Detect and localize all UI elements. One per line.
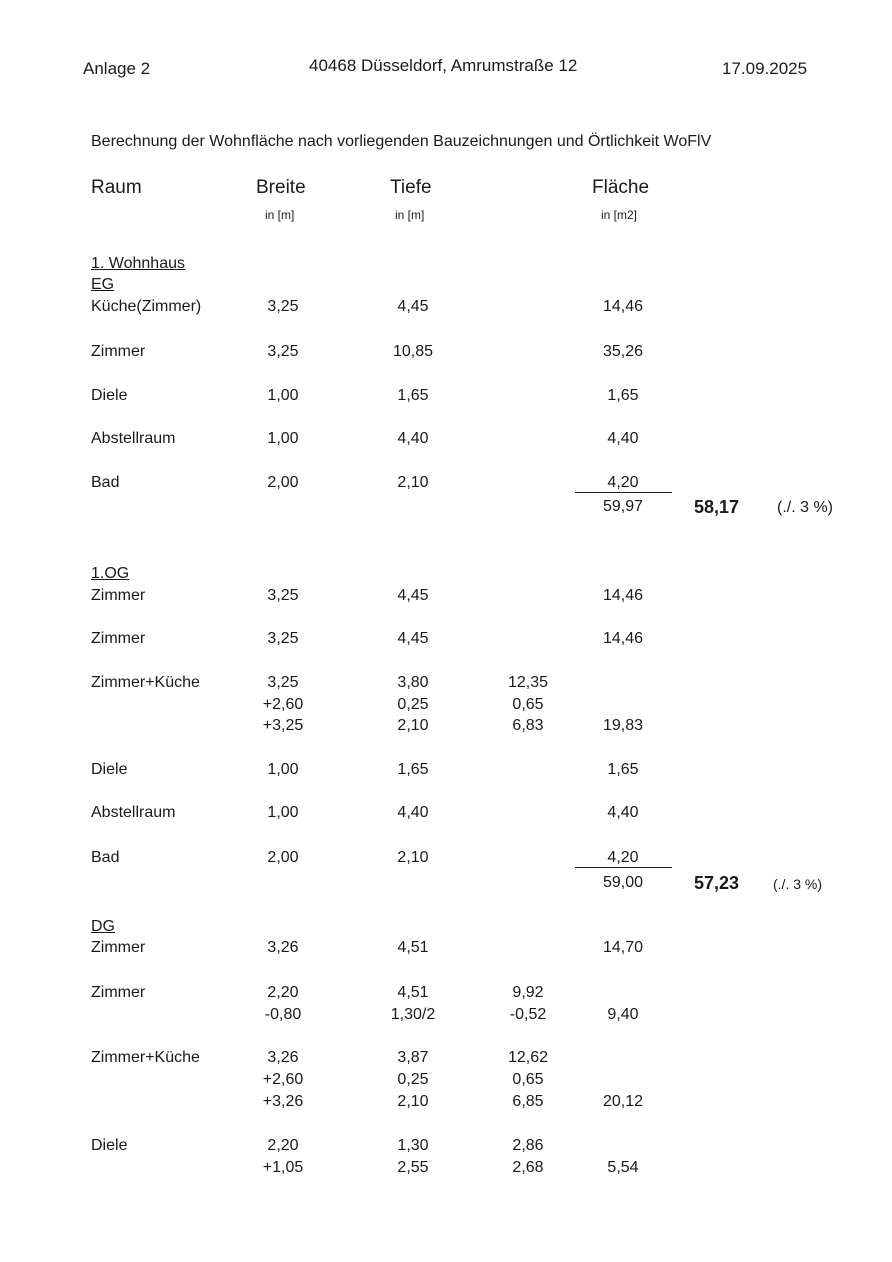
area-value: 4,20 — [607, 849, 639, 866]
depth-value: 2,55 — [397, 1159, 429, 1176]
width-value: +3,25 — [262, 717, 304, 734]
depth-value: 2,10 — [397, 849, 429, 866]
width-value: 2,20 — [267, 1137, 299, 1154]
partial-area-value: 0,65 — [512, 1071, 544, 1088]
depth-value: 3,80 — [397, 674, 429, 691]
section-sum: 59,97 — [602, 498, 644, 515]
section-title-dg: DG — [91, 918, 115, 935]
annex-label: Anlage 2 — [83, 59, 151, 78]
depth-value: 3,87 — [397, 1049, 429, 1066]
depth-value: 1,65 — [397, 761, 429, 778]
deduction-note: (./. 3 %) — [777, 499, 834, 516]
partial-area-value: 12,62 — [507, 1049, 549, 1066]
partial-area-value: 2,68 — [512, 1159, 544, 1176]
section-net-area: 57,23 — [694, 873, 740, 893]
room-name: Zimmer — [91, 343, 146, 360]
room-name: Abstellraum — [91, 804, 176, 821]
room-name: Zimmer — [91, 630, 146, 647]
depth-value: 2,10 — [397, 474, 429, 491]
room-name: Bad — [91, 849, 120, 866]
section-net-area: 58,17 — [694, 497, 740, 517]
depth-value: 2,10 — [397, 717, 429, 734]
col-header-tiefe: Tiefe — [390, 177, 432, 198]
depth-value: 1,30/2 — [390, 1006, 436, 1023]
intro-text: Berechnung der Wohnfläche nach vorliegenden Bauzeichnungen und Örtlichkeit WoFlV — [91, 133, 712, 150]
depth-value: 4,40 — [397, 430, 429, 447]
section-title-eg: EG — [91, 276, 115, 293]
area-value: 4,40 — [607, 430, 639, 447]
area-value: 20,12 — [602, 1093, 644, 1110]
col-header-flaeche: Fläche — [592, 177, 650, 198]
depth-value: 4,45 — [397, 630, 429, 647]
section-sum: 59,00 — [602, 874, 644, 891]
width-value: 2,20 — [267, 984, 299, 1001]
width-value: 3,25 — [267, 674, 299, 691]
depth-value: 4,45 — [397, 298, 429, 315]
room-name: Küche(Zimmer) — [91, 298, 202, 315]
width-value: 3,25 — [267, 630, 299, 647]
partial-area-value: 6,83 — [512, 717, 544, 734]
document-date: 17.09.2025 — [722, 59, 808, 78]
col-header-raum: Raum — [91, 177, 142, 198]
col-unit-breite: in [m] — [265, 208, 295, 222]
area-value: 19,83 — [602, 717, 644, 734]
depth-value: 10,85 — [392, 343, 434, 360]
partial-area-value: -0,52 — [509, 1006, 547, 1023]
room-name: Zimmer — [91, 984, 146, 1001]
depth-value: 1,65 — [397, 387, 429, 404]
partial-area-value: 0,65 — [512, 696, 544, 713]
depth-value: 0,25 — [397, 696, 429, 713]
sum-rule — [575, 492, 672, 493]
area-value: 14,46 — [602, 587, 644, 604]
width-value: 3,25 — [267, 298, 299, 315]
width-value: 2,00 — [267, 849, 299, 866]
area-value: 4,20 — [607, 474, 639, 491]
area-value: 35,26 — [602, 343, 644, 360]
width-value: 1,00 — [267, 761, 299, 778]
area-value: 4,40 — [607, 804, 639, 821]
col-unit-tiefe: in [m] — [395, 208, 425, 222]
partial-area-value: 9,92 — [512, 984, 544, 1001]
room-name: Abstellraum — [91, 430, 176, 447]
depth-value: 4,51 — [397, 984, 429, 1001]
width-value: +3,26 — [262, 1093, 304, 1110]
sum-rule — [575, 867, 672, 868]
width-value: 2,00 — [267, 474, 299, 491]
partial-area-value: 12,35 — [507, 674, 549, 691]
partial-area-value: 6,85 — [512, 1093, 544, 1110]
deduction-note: (./. 3 %) — [773, 876, 823, 892]
property-address: 40468 Düsseldorf, Amrumstraße 12 — [309, 56, 578, 75]
room-name: Zimmer+Küche — [91, 674, 200, 691]
depth-value: 1,30 — [397, 1137, 429, 1154]
room-name: Bad — [91, 474, 120, 491]
depth-value: 4,51 — [397, 939, 429, 956]
width-value: -0,80 — [264, 1006, 302, 1023]
room-name: Zimmer — [91, 939, 146, 956]
building-label: 1. Wohnhaus — [91, 255, 185, 272]
partial-area-value: 2,86 — [512, 1137, 544, 1154]
room-name: Diele — [91, 387, 128, 404]
depth-value: 0,25 — [397, 1071, 429, 1088]
area-value: 1,65 — [607, 761, 639, 778]
section-title-og: 1.OG — [91, 565, 130, 582]
area-value: 14,70 — [602, 939, 644, 956]
room-name: Zimmer — [91, 587, 146, 604]
area-value: 9,40 — [607, 1006, 639, 1023]
width-value: 1,00 — [267, 430, 299, 447]
area-value: 14,46 — [602, 630, 644, 647]
width-value: 1,00 — [267, 387, 299, 404]
width-value: 3,26 — [267, 939, 299, 956]
area-value: 1,65 — [607, 387, 639, 404]
room-name: Zimmer+Küche — [91, 1049, 200, 1066]
depth-value: 4,45 — [397, 587, 429, 604]
area-value: 5,54 — [607, 1159, 639, 1176]
width-value: +2,60 — [262, 1071, 304, 1088]
width-value: 1,00 — [267, 804, 299, 821]
col-unit-flaeche: in [m2] — [601, 208, 638, 222]
width-value: 3,25 — [267, 343, 299, 360]
room-name: Diele — [91, 761, 128, 778]
depth-value: 4,40 — [397, 804, 429, 821]
room-name: Diele — [91, 1137, 128, 1154]
depth-value: 2,10 — [397, 1093, 429, 1110]
col-header-breite: Breite — [256, 177, 306, 198]
width-value: 3,25 — [267, 587, 299, 604]
width-value: +2,60 — [262, 696, 304, 713]
width-value: 3,26 — [267, 1049, 299, 1066]
area-value: 14,46 — [602, 298, 644, 315]
width-value: +1,05 — [262, 1159, 304, 1176]
